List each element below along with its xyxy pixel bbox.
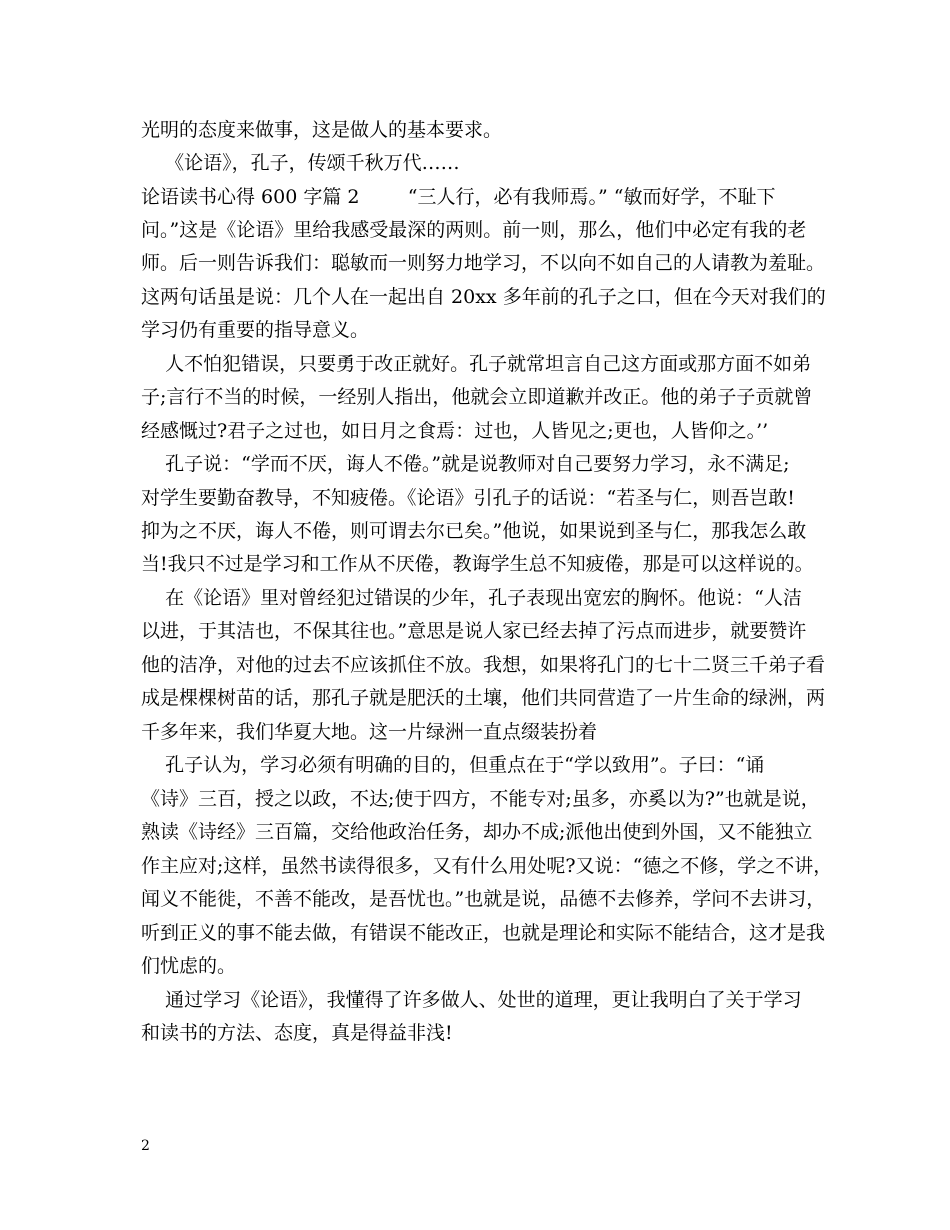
text-line: 他的洁净，对他的过去不应该抓住不放。我想，如果将孔门的七十二贤三千弟子看 bbox=[141, 654, 826, 676]
text-line: 人不怕犯错误，只要勇于改正就好。孔子就常坦言自己这方面或那方面不如弟 bbox=[141, 353, 812, 375]
text-line: 和读书的方法、态度，真是得益非浅! bbox=[141, 1022, 453, 1044]
text-line: 千多年来，我们华夏大地。这一片绿洲一直点缀装扮着 bbox=[141, 721, 598, 743]
text-line: 听到正义的事不能去做，有错误不能改正，也就是理论和实际不能结合，这才是我 bbox=[141, 922, 826, 944]
text-line: 经感慨过?君子之过也，如日月之食焉：过也，人皆见之;更也，人皆仰之。’’ bbox=[141, 420, 769, 442]
text-line: 闻义不能徙，不善不能改，是吾忧也。”也就是说，品德不去修养，学问不去讲习， bbox=[141, 888, 826, 910]
text-line: 成是棵棵树苗的话，那孔子就是肥沃的土壤，他们共同营造了一片生命的绿洲，两 bbox=[141, 687, 826, 709]
text-line: 以进，于其洁也，不保其往也。”意思是说人家已经去掉了污点而进步，就要赞许 bbox=[141, 620, 807, 642]
text-line: 孔子说：“学而不厌，诲人不倦。”就是说教师对自己要努力学习，永不满足; bbox=[141, 453, 790, 475]
text-line: 熟读《诗经》三百篇，交给他政治任务，却办不成;派他出使到外国，又不能独立 bbox=[141, 821, 813, 843]
text-line: 《论语》，孔子，传颂千秋万代…… bbox=[141, 152, 460, 174]
text-line: 作主应对;这样，虽然书读得很多，又有什么用处呢?又说：“德之不修，学之不讲， bbox=[141, 855, 833, 877]
text-line: 师。后一则告诉我们：聪敏而一则努力地学习，不以向不如自己的人请教为羞耻。 bbox=[141, 252, 826, 274]
text-line: 论语读书心得 600 字篇 2 “三人行，必有我师焉。” “敏而好学，不耻下 bbox=[141, 186, 776, 208]
page-number: 2 bbox=[141, 1138, 150, 1154]
text-line: 光明的态度来做事，这是做人的基本要求。 bbox=[141, 119, 503, 141]
text-line: 学习仍有重要的指导意义。 bbox=[141, 319, 370, 341]
text-line: 《诗》三百，授之以政，不达;使于四方，不能专对;虽多，亦奚以为?”也就是说， bbox=[141, 788, 820, 810]
text-line: 在《论语》里对曾经犯过错误的少年，孔子表现出宽宏的胸怀。他说：“人洁 bbox=[141, 587, 802, 609]
text-line: 孔子认为，学习必须有明确的目的，但重点在于“学以致用”。子曰：“诵 bbox=[141, 754, 765, 776]
text-line: 当!我只不过是学习和工作从不厌倦，教诲学生总不知疲倦，那是可以这样说的。 bbox=[141, 553, 814, 575]
text-line: 抑为之不厌，诲人不倦，则可谓去尔已矣。”他说，如果说到圣与仁，那我怎么敢 bbox=[141, 520, 807, 542]
text-line: 问。”这是《论语》里给我感受最深的两则。前一则，那么，他们中必定有我的老 bbox=[141, 219, 807, 241]
text-line: 通过学习《论语》，我懂得了许多做人、处世的道理，更让我明白了关于学习 bbox=[141, 989, 802, 1011]
text-line: 们忧虑的。 bbox=[141, 955, 237, 977]
text-line: 对学生要勤奋教导，不知疲倦。《论语》引孔子的话说：“若圣与仁，则吾岂敢! bbox=[141, 487, 795, 509]
text-line: 子;言行不当的时候，一经别人指出，他就会立即道歉并改正。他的弟子子贡就曾 bbox=[141, 386, 813, 408]
text-line: 这两句话虽是说：几个人在一起出自 20xx 多年前的孔子之口，但在今天对我们的 bbox=[141, 286, 826, 308]
